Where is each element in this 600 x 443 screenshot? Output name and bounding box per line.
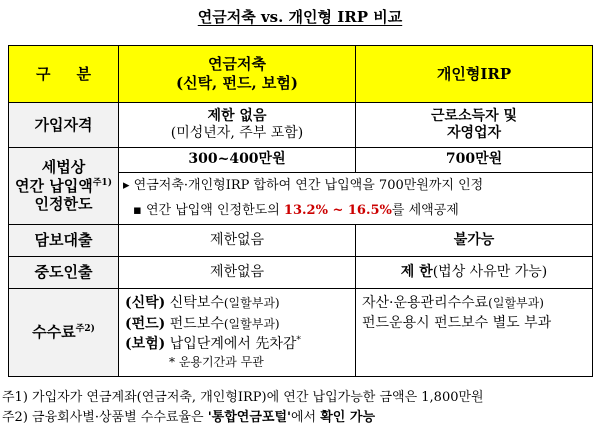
- label-fees: 수수료$^{주2)}$: [9, 289, 119, 377]
- footnote-2: 주2) 금융회사별·상품별 수수료율은 '통합연금포털'에서 확인 가능: [2, 409, 376, 425]
- label-tax-limit: [9, 148, 119, 225]
- fee-irp-line2: 펀드운용시 펀드보수 별도 부과: [362, 315, 552, 332]
- table-header-row: [9, 46, 593, 103]
- comparison-table: [8, 45, 593, 377]
- tax-limit-irp: 700만원: [356, 148, 593, 173]
- header-irp: 개인형IRP: [356, 46, 593, 103]
- row-fees: [9, 289, 593, 377]
- withdrawal-irp-restricted: 제 한: [400, 263, 433, 280]
- fee-irp-line1: 자산·운용관리수수료(일할부과): [362, 295, 544, 311]
- document-title: 연금저축 vs. 개인형 IRP 비교: [197, 8, 403, 26]
- row-withdrawal: [9, 257, 593, 289]
- header-pension-savings-types: (신탁, 펀드, 보험): [175, 74, 299, 92]
- tax-limit-pension-savings: 300~400만원: [119, 148, 356, 173]
- header-pension-savings: [119, 46, 356, 103]
- fee-insurance-note: * 운용기간과 무관: [169, 355, 264, 370]
- fees-irp: [356, 289, 593, 377]
- eligibility-irp-line1: 근로소득자 및: [430, 107, 518, 124]
- withdrawal-irp-condition: (법상 사유만 가능): [432, 263, 548, 280]
- tax-credit-rate: 13.2% ~ 16.5%: [283, 203, 392, 219]
- fee-fund-line: (펀드) 펀드보수(일할부과): [125, 315, 280, 332]
- tax-note-credit: ▪ 연간 납입액 인정한도의 13.2% ~ 16.5%를 세액공제: [119, 199, 593, 225]
- fee-insurance-line: (보험) 납입단계에서 先차감*: [125, 335, 301, 352]
- row-loan: [9, 225, 593, 257]
- tax-note-combined: ▸ 연금저축·개인형IRP 합하여 연간 납입액을 700만원까지 인정: [119, 173, 593, 199]
- label-tax-line1: 세법상: [41, 157, 86, 176]
- label-withdrawal: 중도인출: [9, 257, 119, 289]
- eligibility-irp: [356, 103, 593, 148]
- label-tax-line3: 인정한도: [34, 195, 93, 214]
- eligibility-pension-savings-detail: (미성년자, 주부 포함): [170, 125, 304, 141]
- loan-irp: 불가능: [356, 225, 593, 257]
- withdrawal-irp: [356, 257, 593, 289]
- eligibility-pension-savings: [119, 103, 356, 148]
- footnotes: [2, 388, 598, 427]
- label-tax-line2: 연간 납입액$^{주1)}$: [15, 176, 112, 195]
- eligibility-irp-line2: 자영업자: [446, 125, 502, 141]
- fees-pension-savings: [119, 289, 356, 377]
- row-tax-limit: [9, 148, 593, 173]
- withdrawal-pension-savings: 제한없음: [119, 257, 356, 289]
- loan-pension-savings: 제한없음: [119, 225, 356, 257]
- row-eligibility: [9, 103, 593, 148]
- footnote-marker-1: 주1): [92, 177, 112, 188]
- label-eligibility: 가입자격: [9, 103, 119, 148]
- fee-trust-line: (신탁) 신탁보수(일할부과): [125, 295, 280, 312]
- footnote-marker-2: 주2): [75, 324, 95, 335]
- eligibility-pension-savings-main: 제한 없음: [207, 107, 267, 124]
- header-pension-savings-title: 연금저축: [208, 55, 266, 74]
- footnote-1: 주1) 가입자가 연금계좌(연금저축, 개인형IRP)에 연간 납입가능한 금액은 1,800만원: [2, 390, 484, 405]
- header-category: 구 분: [9, 46, 119, 103]
- label-loan: 담보대출: [9, 225, 119, 257]
